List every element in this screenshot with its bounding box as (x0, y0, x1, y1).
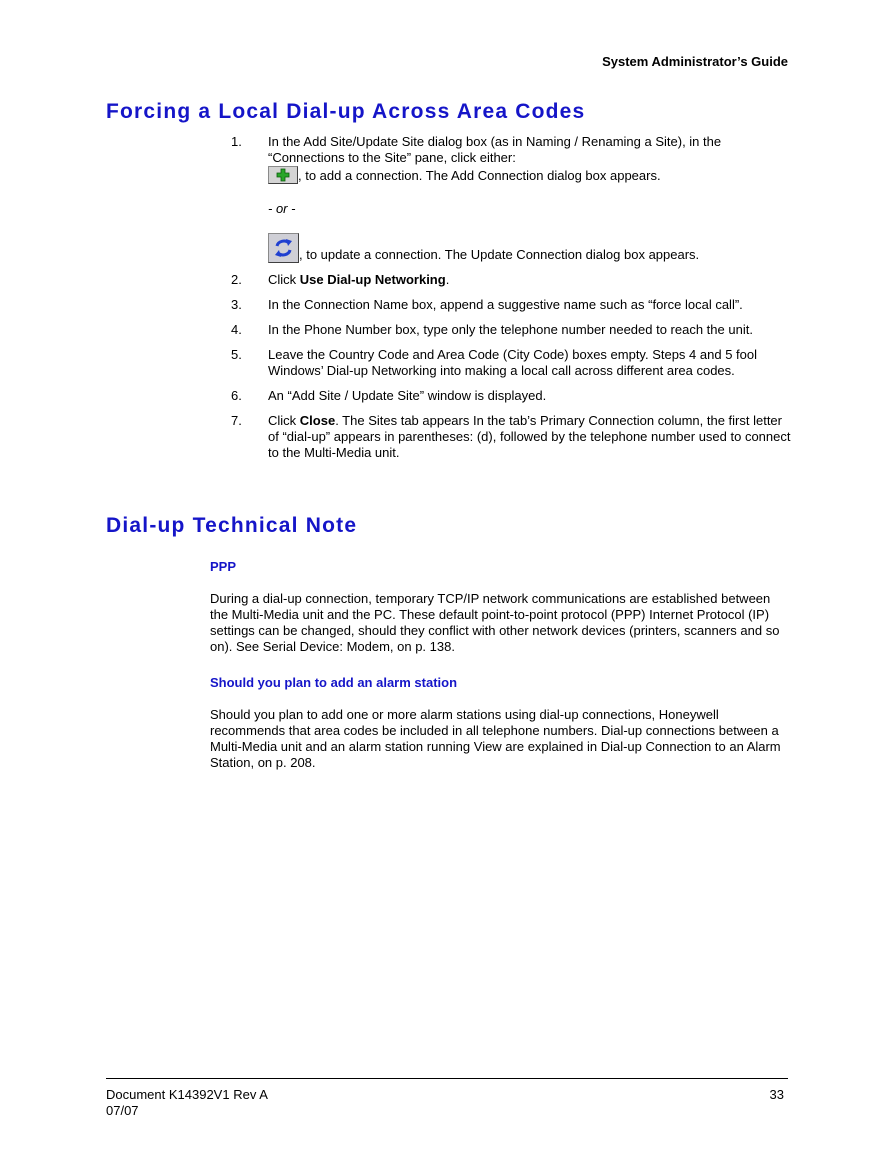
step-bold-text: Use Dial-up Networking (299, 272, 446, 287)
section-title-forcing-local-dialup: Forcing a Local Dial-up Across Area Codes (106, 100, 586, 123)
step-number: 3. (231, 297, 242, 312)
list-item (231, 322, 791, 338)
list-item (231, 134, 791, 263)
paragraph-alarm-station: Should you plan to add one or more alarm stations using dial-up connections, Honeywell recommends that area codes be included in all telephone numbers. Dial-up connections between a Multi-Media unit and an alarm station running View are explained in Dial-up Connection to an Alarm Station, on p. 208. (210, 707, 781, 770)
list-item (231, 347, 791, 379)
document-id: Document K14392V1 Rev A (106, 1087, 268, 1102)
step-text: Leave the Country Code and Area Code (City Code) boxes empty. Steps 4 and 5 fool Windows’ Dial-up Networking into making a local call across different area codes. (268, 347, 757, 378)
update-connection-icon (268, 233, 299, 263)
step-number: 7. (231, 413, 242, 428)
list-item (231, 413, 791, 461)
paragraph-ppp: During a dial-up connection, temporary TCP/IP network communications are established between the Multi-Media unit and the PC. These default point-to-point protocol (PPP) Internet Protocol (IP) settings can be changed, should they conflict with other network devices (printers, scanners and so on). See Serial Device: Modem, on p. 138. (210, 591, 780, 654)
step-text: In the Phone Number box, type only the telephone number needed to reach the unit. (268, 322, 753, 337)
step-text: . The Sites tab appears In the tab’s Primary Connection column, the first letter of “dial-up” appears in parentheses: (d), followed by the telephone number used to connect to the Multi-Media unit. (268, 413, 791, 460)
step-text: Click (268, 413, 300, 428)
step-number: 5. (231, 347, 242, 362)
steps-list (231, 134, 791, 470)
list-item (231, 272, 791, 288)
or-separator: - or - (268, 201, 296, 216)
step-text: , to add a connection. The Add Connection dialog box appears. (298, 168, 661, 183)
section-title-technical-note: Dial-up Technical Note (106, 514, 358, 537)
page-number: 33 (769, 1087, 784, 1102)
document-date: 07/07 (106, 1103, 139, 1118)
step-text: , to update a connection. The Update Connection dialog box appears. (299, 247, 700, 262)
list-item (231, 297, 791, 313)
add-connection-icon (268, 166, 298, 184)
subheading-ppp: PPP (210, 559, 237, 574)
step-number: 6. (231, 388, 242, 403)
step-text: Click (268, 272, 300, 287)
step-number: 2. (231, 272, 242, 287)
footer-divider (106, 1078, 788, 1079)
step-text: . (445, 272, 450, 287)
subheading-alarm-station: Should you plan to add an alarm station (210, 675, 458, 690)
step-number: 1. (231, 134, 242, 149)
step-text: In the Connection Name box, append a suggestive name such as “force local call”. (268, 297, 743, 312)
step-text: In the Add Site/Update Site dialog box (as in Naming / Renaming a Site), in the “Connections to the Site” pane, click either: (268, 134, 722, 165)
step-text: An “Add Site / Update Site” window is displayed. (268, 388, 547, 403)
running-header: System Administrator’s Guide (602, 54, 788, 69)
step-bold-text: Close (299, 413, 336, 428)
step-number: 4. (231, 322, 242, 337)
footer-document-info (106, 1087, 268, 1119)
list-item (231, 388, 791, 404)
